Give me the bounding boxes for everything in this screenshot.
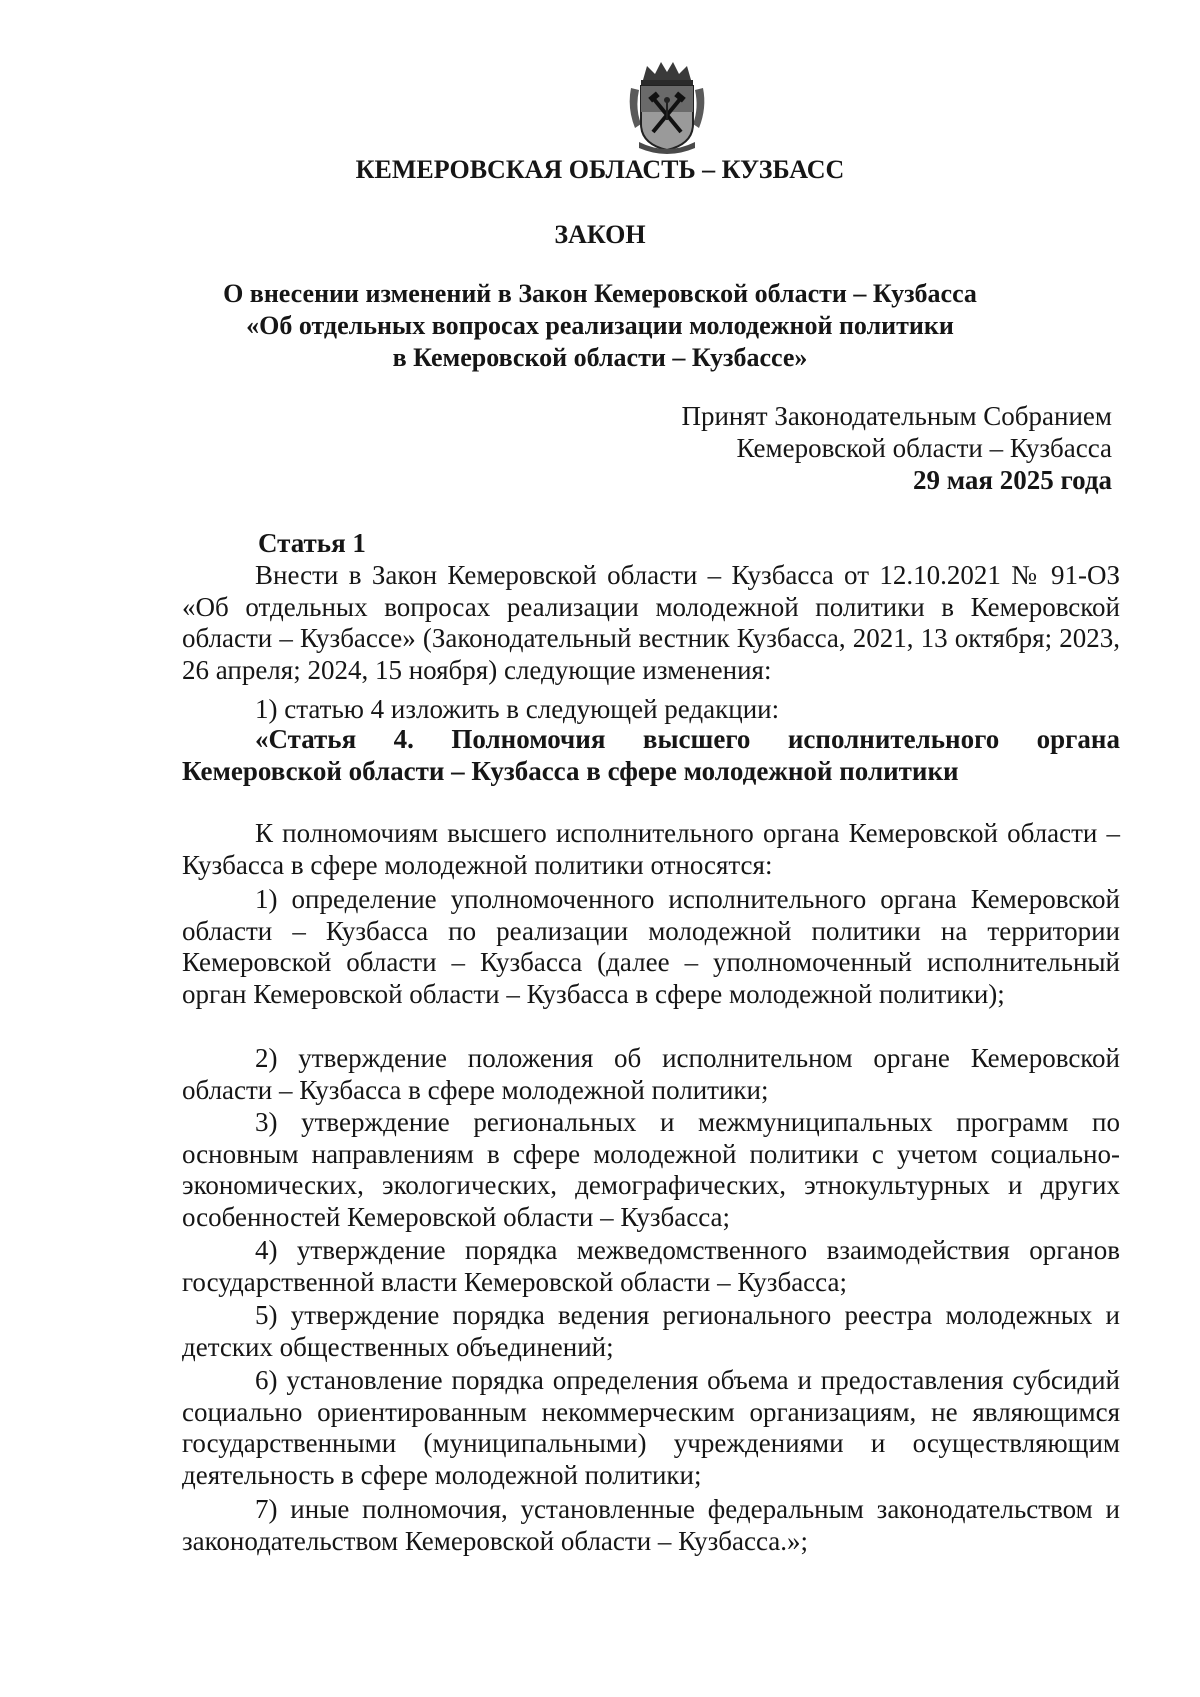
adoption-note bbox=[681, 400, 1112, 496]
new-article-title: «Статья 4. Полномочия высшего исполнительного органа Кемеровской области – Кузбасса в сфере молодежной политики bbox=[182, 724, 1120, 786]
power-item: 7) иные полномочия, установленные федеральным законодательством и законодательством Кемеровской области – Кузбасса.»; bbox=[182, 1494, 1120, 1556]
intro-paragraph: Внести в Закон Кемеровской области – Кузбасса от 12.10.2021 № 91-ОЗ «Об отдельных вопросах реализации молодежной политики в Кемеровской области – Кузбассе» (Законодательный вестник Кузбасса, 2021, 13 октября; 2023, 26 апреля; 2024, 15 ноября) следующие изменения: bbox=[182, 560, 1120, 685]
power-item: 1) определение уполномоченного исполнительного органа Кемеровской области – Кузбасса по реализации молодежной политики на территории Кемеровской области – Кузбасса (далее – уполномоченный исполнительный орган Кемеровской области – Кузбасса в сфере молодежной политики); bbox=[182, 884, 1120, 1009]
power-item: 3) утверждение региональных и межмуниципальных программ по основным направлениям в сфере молодежной политики с учетом социально-экономических, экологических, демографических, этнокультурных и других особенностей Кемеровской области – Кузбасса; bbox=[182, 1107, 1120, 1232]
subject-line: О внесении изменений в Закон Кемеровской области – Кузбасса bbox=[223, 279, 977, 308]
law-subject bbox=[0, 278, 1200, 374]
subject-line: «Об отдельных вопросах реализации молодежной политики bbox=[246, 311, 954, 340]
article-heading: Статья 1 bbox=[258, 528, 366, 558]
adoption-line: Принят Законодательным Собранием bbox=[681, 401, 1112, 431]
power-item: 2) утверждение положения об исполнительном органе Кемеровской области – Кузбасса в сфере молодежной политики; bbox=[182, 1043, 1120, 1105]
powers-intro: К полномочиям высшего исполнительного органа Кемеровской области – Кузбасса в сфере молодежной политики относятся: bbox=[182, 818, 1120, 880]
document-type: ЗАКОН bbox=[554, 220, 646, 249]
power-item: 6) установление порядка определения объема и предоставления субсидий социально ориентированным некоммерческим организациям, не являющимся государственными (муниципальными) учреждениями и осуществляющим деятельность в сфере молодежной политики; bbox=[182, 1365, 1120, 1490]
region-title: КЕМЕРОВСКАЯ ОБЛАСТЬ – КУЗБАСС bbox=[355, 155, 845, 184]
item-1: 1) статью 4 изложить в следующей редакции: bbox=[255, 694, 780, 724]
coat-of-arms-emblem bbox=[625, 58, 709, 154]
adoption-date: 29 мая 2025 года bbox=[912, 465, 1112, 495]
adoption-line: Кемеровской области – Кузбасса bbox=[736, 433, 1112, 463]
power-item: 4) утверждение порядка межведомственного взаимодействия органов государственной власти Кемеровской области – Кузбасса; bbox=[182, 1235, 1120, 1297]
power-item: 5) утверждение порядка ведения регионального реестра молодежных и детских общественных объединений; bbox=[182, 1300, 1120, 1362]
subject-line: в Кемеровской области – Кузбассе» bbox=[392, 343, 808, 372]
